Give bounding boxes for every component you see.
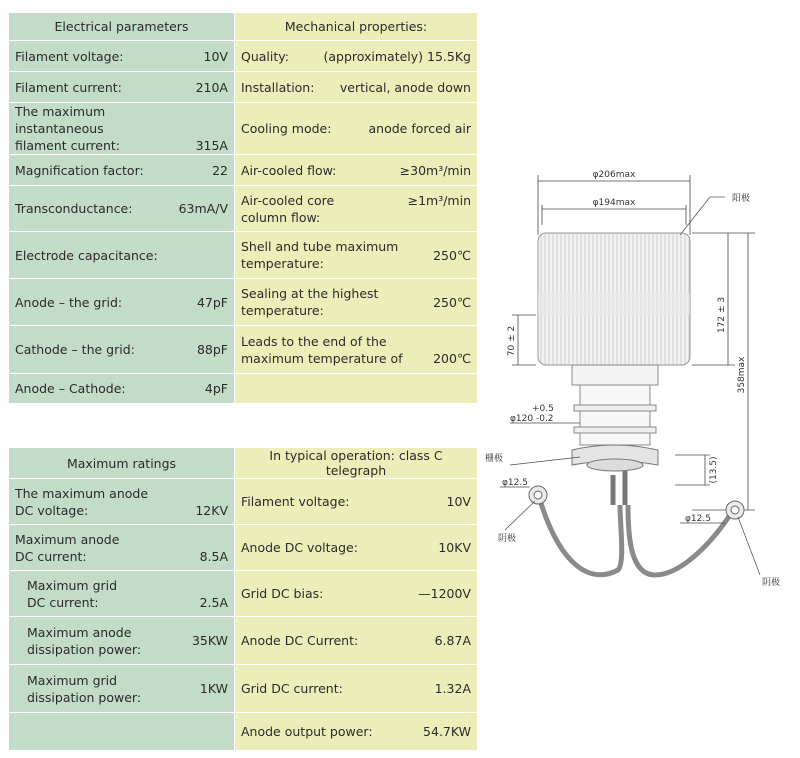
mechanical-row: Installation: vertical, anode down <box>235 72 478 103</box>
dim-outer-diameter: φ206max <box>592 170 636 180</box>
typical-row: Anode DC voltage: 10KV <box>235 525 478 571</box>
mechanical-row: Air-cooled core column flow: ≥1m³/min <box>235 186 478 232</box>
mechanical-row: Cooling mode: anode forced air <box>235 103 478 155</box>
mechanical-row: Sealing at the highest temperature: 250℃ <box>235 279 478 326</box>
ratings-row: Maximum grid DC current: 2.5A <box>9 571 235 617</box>
ratings-row: Maximum anode DC current: 8.5A <box>9 525 235 571</box>
electrical-row: Filament current: 210A <box>9 72 235 103</box>
typical-header: In typical operation: class C telegraph <box>235 448 478 479</box>
dim-ring-left: φ12.5 <box>502 478 528 488</box>
mechanical-row: Shell and tube maximum temperature: 250℃ <box>235 232 478 279</box>
mechanical-header: Mechanical properties: <box>235 13 478 41</box>
mechanical-row: Leads to the end of the maximum temperature of 200℃ <box>235 326 478 374</box>
anode-label: 阳极 <box>732 194 751 204</box>
ratings-row: The maximum anode DC voltage: 12KV <box>9 479 235 525</box>
mechanical-empty-cell <box>235 374 478 404</box>
cathode-label-left: 阴极 <box>498 534 517 544</box>
electrical-row: Magnification factor: 22 <box>9 155 235 186</box>
ratings-typical-table <box>8 447 478 751</box>
dim-total-height: 358max <box>737 356 747 394</box>
dim-ring-right: φ12.5 <box>685 514 711 524</box>
electrical-row: The maximum instantaneous filament current: 315A <box>9 103 235 155</box>
ratings-row: Maximum grid dissipation power: 1KW <box>9 665 235 713</box>
electrical-mechanical-table <box>8 12 478 404</box>
ratings-row: Maximum anode dissipation power: 35KW <box>9 617 235 665</box>
electrical-row: Anode – Cathode: 4pF <box>9 374 235 404</box>
dim-inner-diameter: φ194max <box>592 198 636 208</box>
dim-lower-height: 70 ± 2 <box>507 325 517 357</box>
dim-base-diameter: φ120 -0.2 <box>510 414 554 424</box>
electrical-row: Anode – the grid: 47pF <box>9 279 235 326</box>
typical-row: Anode DC Current: 6.87A <box>235 617 478 665</box>
electrical-row: Transconductance: 63mA/V <box>9 186 235 232</box>
mechanical-row: Quality: (approximately) 15.5Kg <box>235 41 478 72</box>
dim-lead-gap: (13.5) <box>709 456 719 484</box>
mechanical-row: Air-cooled flow: ≥30m³/min <box>235 155 478 186</box>
ratings-header: Maximum ratings <box>9 448 235 479</box>
typical-row: Grid DC current: 1.32A <box>235 665 478 713</box>
electrical-row: Cathode – the grid: 88pF <box>9 326 235 374</box>
grid-label: 栅极 <box>485 454 504 464</box>
tube-drawing <box>480 165 798 590</box>
electrical-row: Filament voltage: 10V <box>9 41 235 72</box>
typical-row: Anode output power: 54.7KW <box>235 713 478 751</box>
ratings-empty-cell <box>9 713 235 751</box>
electrical-row: Electrode capacitance: <box>9 232 235 279</box>
typical-row: Filament voltage: 10V <box>235 479 478 525</box>
dim-body-height: 172 ± 3 <box>717 296 727 334</box>
cathode-label-right: 阴极 <box>762 578 781 588</box>
dim-tolerance-plus: +0.5 <box>532 404 554 414</box>
typical-row: Grid DC bias: —1200V <box>235 571 478 617</box>
electrical-header: Electrical parameters <box>9 13 235 41</box>
